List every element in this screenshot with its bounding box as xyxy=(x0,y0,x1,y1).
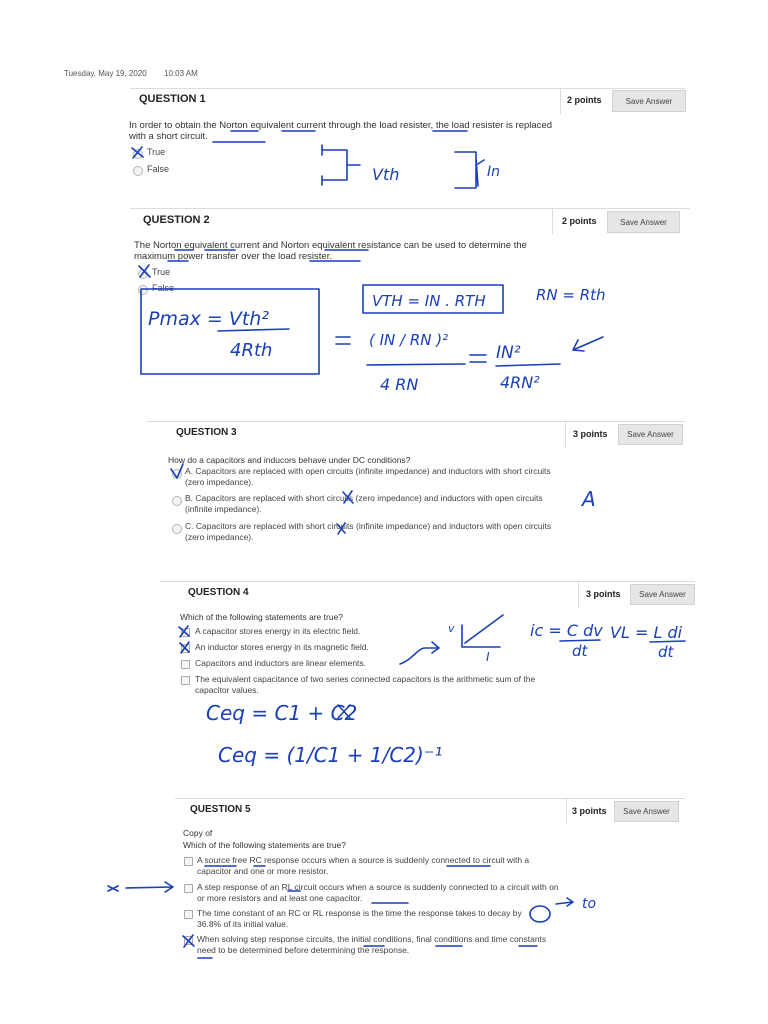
question-title: QUESTION 5 xyxy=(190,804,251,815)
points-label: 3 points xyxy=(573,429,608,439)
result-denominator: 4RN² xyxy=(500,373,540,392)
check-mark xyxy=(132,147,143,158)
ic-denominator: dt xyxy=(572,642,588,660)
question-text: In order to obtain the Norton equivalent current through the load resister, the load resister is replaced with a short circuit. xyxy=(129,120,552,142)
points-label: 3 points xyxy=(586,589,621,599)
circle-mark xyxy=(530,906,550,922)
arrow-mark xyxy=(573,337,603,351)
underline-mark xyxy=(213,131,467,142)
in-circuit-sketch xyxy=(455,152,484,188)
in-label: In xyxy=(487,164,501,180)
save-answer-button[interactable]: Save Answer xyxy=(630,584,695,605)
equals-sign xyxy=(470,355,486,362)
result-numerator: IN² xyxy=(496,343,521,363)
arrow-mark xyxy=(400,642,439,664)
vl-denominator: dt xyxy=(658,643,674,661)
question-title: QUESTION 1 xyxy=(139,93,206,105)
option-c: C. Capacitors are replaced with short circuits (infinite impedance) and inductors with open circuits (zero impedance). xyxy=(185,521,552,542)
vi-graph-sketch xyxy=(462,615,503,647)
save-answer-button[interactable]: Save Answer xyxy=(612,90,686,112)
fraction-bar xyxy=(367,364,465,365)
check-mark xyxy=(171,464,183,478)
option-false: False xyxy=(147,164,170,174)
vth-equation: VTH = IN . RTH xyxy=(372,292,486,310)
points-label: 3 points xyxy=(572,806,607,816)
option-true: True xyxy=(152,267,171,277)
option-4: When solving step response circuits, the initial conditions, final conditions and time constants need to be determined before determining the response. xyxy=(197,934,547,955)
vth-label: Vth xyxy=(372,165,400,184)
option-true: True xyxy=(147,147,166,157)
question-text: Which of the following statements are true? xyxy=(180,612,343,622)
pointer-arrow xyxy=(108,882,173,892)
save-answer-button[interactable]: Save Answer xyxy=(607,211,680,233)
option-2: A step response of an RL circuit occurs when a source is suddenly connected to a circuit with on or more resistors and at least one capacitor. xyxy=(197,882,559,903)
ceq-sum: Ceq = C1 + C2 xyxy=(206,701,358,725)
option-1: A source free RC response occurs when a source is suddenly connected to circuit with a capacitor and one or more resistor. xyxy=(197,855,530,876)
save-answer-button[interactable]: Save Answer xyxy=(614,801,679,822)
vth-circuit-sketch xyxy=(322,145,360,185)
strike-mark xyxy=(337,491,353,534)
vl-equation: VL = L di xyxy=(610,623,683,642)
option-3: The time constant of an RC or RL response is the time the response takes to decay by 36.8% of its initial value. xyxy=(197,908,522,929)
save-answer-button[interactable]: Save Answer xyxy=(618,424,683,445)
fraction-top: ( IN / RN )² xyxy=(369,331,449,349)
question-title: QUESTION 4 xyxy=(188,587,249,598)
option-3: Capacitors and inductors are linear elements. xyxy=(195,658,367,668)
check-mark xyxy=(183,935,194,947)
option-4: The equivalent capacitance of two series connected capacitors is the arithmetic sum of the capacitor values. xyxy=(195,674,536,695)
option-false: False xyxy=(152,283,175,293)
option-2: An inductor stores energy in its magnetic field. xyxy=(195,642,369,652)
ic-equation: ic = C dv xyxy=(530,621,603,640)
arrow-mark xyxy=(556,898,573,906)
option-1: A capacitor stores energy in its electric field. xyxy=(195,626,361,636)
correction-to: to xyxy=(582,896,597,912)
rn-equation: RN = Rth xyxy=(536,286,606,304)
question-text: How do a capacitors and inducors behave under DC conditions? xyxy=(168,455,411,465)
check-mark xyxy=(179,626,189,653)
check-mark xyxy=(139,265,150,277)
option-b: B. Capacitors are replaced with short circuits (zero impedance) and inductors with open circuits (infinite impedance). xyxy=(185,493,543,514)
answer-a-label: A xyxy=(582,487,596,511)
fraction-denominator: 4 RN xyxy=(380,375,419,394)
ceq-reciprocal: Ceq = (1/C1 + 1/C2)⁻¹ xyxy=(218,743,443,767)
underline-mark xyxy=(168,250,368,261)
fraction-bar xyxy=(560,640,600,641)
v-axis-label: v xyxy=(448,622,455,635)
underline-mark xyxy=(198,866,537,958)
print-time: 10:03 AM xyxy=(164,69,198,78)
pmax-box xyxy=(141,289,319,374)
i-axis-label: I xyxy=(486,650,490,664)
points-label: 2 points xyxy=(562,216,597,226)
points-label: 2 points xyxy=(567,95,602,105)
print-date: Tuesday, May 19, 2020 xyxy=(64,69,147,78)
question-title: QUESTION 2 xyxy=(143,214,210,226)
question-text: The Norton equivalent current and Norton equivalent resistance can be used to determine the maximum power transfer over the load resister. xyxy=(134,240,527,262)
question-text: Which of the following statements are true? xyxy=(183,840,346,850)
question-copy-of: Copy of xyxy=(183,828,213,838)
pmax-denominator: 4Rth xyxy=(230,340,273,361)
pmax-numerator: Pmax = Vth² xyxy=(148,308,269,330)
option-a: A. Capacitors are replaced with open circuits (infinite impedance) and inductors with short circuits (zero impedance). xyxy=(185,466,551,487)
question-title: QUESTION 3 xyxy=(176,427,237,438)
fraction-bar xyxy=(496,364,560,366)
fraction-bar xyxy=(650,641,685,642)
equals-sign xyxy=(336,337,350,344)
